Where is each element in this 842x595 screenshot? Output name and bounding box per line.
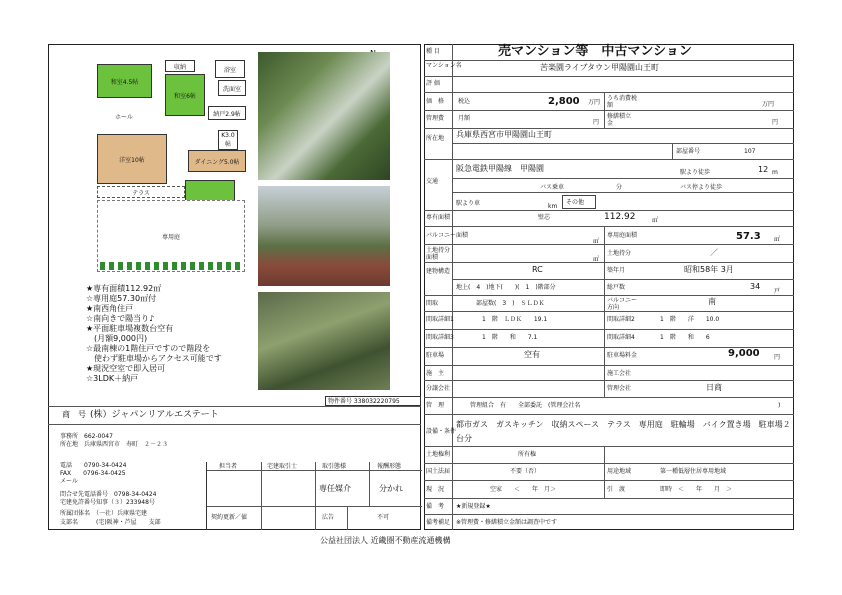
monthly-label: 月額 [458, 115, 471, 122]
tax-unit: 万円 [762, 101, 775, 108]
facing-value: 南 [708, 297, 716, 306]
layout-label: 間取 [426, 300, 439, 307]
agent-table [206, 462, 422, 530]
facilities-label: 設備・条件 [426, 428, 457, 435]
management-value: 管理組合 有 全部委託 (管理会社名 [470, 402, 581, 409]
layout-detail2-label: 間取詳細2 [607, 316, 635, 323]
listing-title: 売マンション等 中古マンション [498, 44, 692, 59]
room-kitchen: K3.0帖 [218, 130, 238, 150]
km-unit: km [548, 203, 558, 210]
room-no-value: 107 [744, 148, 756, 155]
ad-value: 不可 [377, 514, 390, 521]
wall-label: 壁芯 [538, 214, 551, 221]
area-unit: ㎡ [652, 217, 659, 224]
delivery-value: 即時 ＜ 年 月 ＞ [660, 486, 733, 493]
feature-line: ★現況空室で即入居可 [86, 364, 166, 373]
tax-amount-label: うち消費税額 [607, 95, 638, 109]
garden-unit: ㎡ [774, 236, 781, 243]
room-dining: ダイニング5.0帖 [188, 150, 246, 172]
facilities-value: 都市ガス ガスキッチン 収納スペース テラス 専用庭 駐輪場 バイク置き場 駐車場２台分 [456, 420, 791, 443]
mgmt-fee-label: 管理費 [426, 115, 445, 122]
garden-value: 57.3 [736, 231, 761, 242]
builder-label: 施 主 [426, 370, 445, 377]
balcony-label: バルコニー面積 [426, 232, 469, 239]
feature-line: ☆3LDK＋納戸 [86, 374, 139, 383]
hedge-row [100, 262, 242, 270]
agent-header: 宅建取引士 [267, 463, 298, 470]
layout-detail4-label: 間取詳細4 [607, 334, 635, 341]
delivery-label: 引 渡 [607, 486, 626, 493]
note-value: ※管理費・修繕積立金額は調査中です [456, 519, 558, 526]
fee-form-value: 分かれ [379, 484, 403, 493]
agent-header: 担当者 [219, 463, 238, 470]
station-car-label: 駅より車 [456, 200, 481, 207]
layout-detail3-label: 間取詳細3 [426, 334, 454, 341]
status-label: 現 況 [426, 486, 445, 493]
management-close-paren: ) [778, 402, 781, 409]
ownership-label: 土地権利 [426, 451, 451, 458]
structure-value: RC [532, 265, 543, 274]
walk-label: 駅より徒歩 [680, 169, 711, 176]
zoning-value: 第一種低層住居専用地域 [660, 468, 727, 475]
mgmt-fee-unit: 円 [593, 119, 600, 126]
land-share-label: 土地持分面積 [426, 247, 451, 261]
room-terrace: テラス [97, 186, 185, 198]
photo-exterior-trees [258, 52, 390, 180]
built-value: 昭和58年 3月 [684, 265, 734, 274]
company-branch: 支部名 (宅)阪神・芦屋 支部 [60, 519, 161, 526]
location-value: 兵庫県西宮市甲陽園山王町 [456, 130, 552, 139]
company-postal: 事務所 662-0047 [60, 433, 113, 440]
price-label: 価 格 [426, 98, 445, 105]
remarks-label: 備 考 [426, 503, 445, 510]
line-value: 阪急電鉄甲陽線 甲陽園 [456, 164, 544, 173]
feature-line: ★南西角住戸 [86, 304, 134, 313]
layout-detail4-value: 1 階 和 6 [660, 334, 710, 341]
balcony-unit: ㎡ [593, 238, 600, 245]
ad-label: 広告 [322, 514, 335, 521]
parking-value: 空有 [524, 350, 540, 359]
location-label: 所在地 [426, 135, 445, 142]
property-number: 物件番号 338032220795 [325, 396, 421, 406]
seller-label: 分譲会社 [426, 385, 451, 392]
bus-min-unit: 分 [616, 184, 623, 191]
walk-unit: m [772, 169, 778, 176]
units-label: 総戸数 [607, 284, 626, 291]
photo-garden-path [258, 186, 390, 286]
agent-header: 報酬形態 [377, 463, 402, 470]
feature-line: (月額9,000円) [86, 334, 148, 343]
feature-line: ★専有面積112.92㎡ [86, 284, 162, 293]
mansion-name: 苦楽園ライブタウン甲陽園山王町 [540, 63, 659, 72]
company-inquiry-phone: 問合せ先電話番号 0798-34-0424 [60, 491, 157, 498]
land-rights-value: ／ [710, 248, 718, 257]
name-label: マンション名 [426, 62, 462, 69]
repair-fund-label: 修繕積立金 [607, 113, 632, 127]
mgmt-company-value: 日商 [706, 383, 722, 392]
repair-fund-unit: 円 [772, 119, 779, 126]
national-land-label: 国土法届 [426, 468, 451, 475]
feature-line: ★平面駐車場複数台空有 [86, 324, 174, 333]
tax-included-label: 税込 [458, 98, 471, 105]
room-bath: 浴室 [215, 60, 245, 78]
parking-fee-unit: 円 [774, 354, 781, 361]
management-label: 管 理 [426, 402, 445, 409]
room-washroom: 洗面室 [218, 80, 246, 96]
national-land-value: 不要（否） [510, 468, 541, 475]
garden-label: 専用庭面積 [607, 232, 638, 239]
land-rights-label: 土地持分 [607, 250, 632, 257]
facing-label: バルコニー方向 [607, 297, 638, 311]
room-washitsu-4-5: 和室4.5帖 [97, 64, 152, 98]
company-license: 宅建免許番号知事（３）233948号 [60, 499, 155, 506]
layout-detail3-value: 1 階 和 7.1 [482, 334, 538, 341]
footer-org: 公益社団法人 近畿圏不動産流通機構 [320, 536, 451, 545]
company-name: (株）ジャパンリアルエステート [90, 410, 219, 420]
bus-stop-label: バス停より徒歩 [680, 184, 723, 191]
walk-value: 12 [758, 165, 769, 174]
price-unit: 万円 [588, 99, 601, 106]
built-label: 築年月 [607, 267, 626, 274]
ownership-value: 所有権 [518, 451, 537, 458]
room-storage: 収納 [165, 60, 195, 72]
company-association: 所属団体名 （一社）兵庫県宅建 [60, 510, 148, 517]
company-tel: 電話 0790-34-0424 [60, 462, 127, 469]
land-share-unit: ㎡ [593, 256, 600, 263]
zoning-label: 用途地域 [607, 468, 632, 475]
layout-detail2-value: 1 階 洋 10.0 [660, 316, 720, 323]
parking-label: 駐車場 [426, 352, 445, 359]
transaction-mode-value: 専任媒介 [319, 484, 351, 493]
feature-line: 使わず駐車場からアクセス可能です [86, 354, 222, 363]
layout-value: 部屋数( 3 ) ＳＬＤＫ [476, 300, 545, 307]
contract-label: 契約更新／値 [211, 514, 248, 521]
agent-header: 取引態様 [322, 463, 347, 470]
structure-label: 建物構造 [426, 268, 451, 275]
type-label: 種 目 [426, 48, 440, 55]
room-private-garden: 専用庭 [97, 200, 245, 272]
room-nando: 納戸2.9帖 [208, 106, 246, 120]
room-no-label: 部屋番号 [676, 148, 701, 155]
other-box: その他 [562, 195, 596, 209]
room-yoshitsu-10: 洋室10帖 [97, 134, 167, 184]
photo-garden-yard [258, 292, 390, 390]
parking-fee-label: 駐車場料金 [607, 352, 638, 359]
layout-detail1-value: 1 階 ＬＤＫ 19.1 [482, 316, 548, 323]
price-value: 2,800 [548, 96, 580, 107]
area-label: 専有面積 [426, 214, 451, 221]
area-value: 112.92 [604, 212, 636, 222]
floors-value: 地上( 4 )地下( )( 1 )階部分 [456, 284, 556, 291]
evaluation-label: 評 価 [426, 80, 440, 87]
feature-line: ☆南向きで陽当り♪ [86, 314, 155, 323]
room-washitsu-6: 和室6帖 [165, 74, 205, 116]
company-fax: FAX 0796-34-0425 [60, 470, 126, 477]
units-unit: 戸 [774, 288, 781, 295]
status-value: 空家 ＜ 年 月＞ [490, 486, 557, 493]
company-label: 商 号 [62, 410, 86, 419]
company-address: 所在地 兵庫県西宮市 寿町 ２－２３ [60, 441, 169, 448]
parking-fee-value: 9,000 [728, 348, 760, 359]
layout-detail1-label: 間取詳細1 [426, 316, 454, 323]
feature-line: ☆最南棟の1階住戸ですので階段を [86, 344, 211, 353]
units-value: 34 [750, 282, 761, 291]
transport-label: 交通 [426, 178, 439, 185]
bus-label: バス乗車 [540, 184, 565, 191]
room-hall: ホール [110, 110, 138, 122]
company-mail: メール [60, 478, 78, 485]
feature-line: ☆専用庭57.30㎡付 [86, 294, 157, 303]
mgmt-company-label: 管理会社 [607, 385, 632, 392]
contractor-label: 施工会社 [607, 370, 632, 377]
note-label: 備考補足 [426, 519, 451, 526]
remarks-value: ★新規登録★ [456, 503, 491, 510]
